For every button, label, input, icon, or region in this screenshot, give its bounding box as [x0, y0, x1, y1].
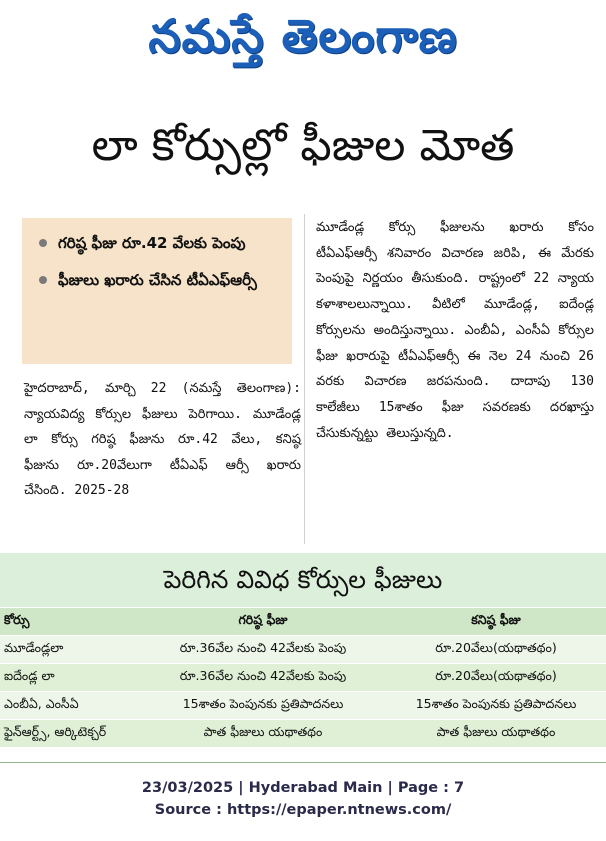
cell-min-fee: పాత ఫీజులు యథాతథం	[386, 720, 606, 748]
article-headline: లా కోర్సుల్లో ఫీజుల మోత	[91, 120, 515, 171]
fees-table	[0, 607, 606, 747]
cell-max-fee: 15శాతం పెంపునకు ప్రతిపాదనలు	[140, 692, 386, 720]
newspaper-masthead: నమస్తే తెలంగాణ	[148, 9, 458, 63]
page-footer	[0, 777, 606, 821]
table-row	[0, 720, 606, 748]
fees-table-section	[0, 553, 606, 747]
cell-course: మూడేండ్లలా	[0, 636, 140, 664]
header-min-fee: కనిష్ఠ ఫీజు	[386, 608, 606, 636]
header-course: కోర్సు	[0, 608, 140, 636]
highlights-box	[22, 218, 292, 364]
column-divider	[304, 214, 305, 544]
table-row	[0, 664, 606, 692]
article-body-right: మూడేండ్ల కోర్సు ఫీజులను ఖరారు కోసం టీఏఎఫ్ఆర్సీ శనివారం విచారణ జరిపి, ఈ మేరకు పెంపుపై నిర్ణయం తీసుకుంది. రాష్ట్రంలో 22 న్యాయ కళాశాలలున్నాయి. వీటిలో మూడేండ్ల, ఐదేండ్ల కోర్సులను అందిస్తున్నాయి. ఎంబీఏ, ఎంసీఏ కోర్సుల ఫీజు ఖరారుపై టీఏఎఫ్ఆర్సీ ఈ నెల 24 నుంచి 26 వరకు విచారణ జరపనుంది. దాదాపు 130 కాలేజీలు 15శాతం ఫీజు సవరణకు దరఖాస్తు చేసుకున్నట్టు తెలుస్తున్నది.	[316, 220, 594, 441]
table-row	[0, 692, 606, 720]
cell-max-fee: పాత ఫీజులు యథాతథం	[140, 720, 386, 748]
bottom-divider	[0, 762, 606, 763]
highlight-item: గరిష్ఠ ఫీజు రూ.42 వేలకు పెంపు	[36, 228, 282, 259]
cell-min-fee: రూ.20వేలు(యథాతథం)	[386, 664, 606, 692]
table-row	[0, 636, 606, 664]
cell-min-fee: 15శాతం పెంపునకు ప్రతిపాదనలు	[386, 692, 606, 720]
footer-edition-info: 23/03/2025 | Hyderabad Main | Page : 7	[141, 780, 465, 796]
cell-course: ఎంబీఏ, ఎంసీఏ	[0, 692, 140, 720]
highlight-item: ఫీజులు ఖరారు చేసిన టీఏఎఫ్ఆర్సీ	[36, 265, 282, 296]
table-title: పెరిగిన వివిధ కోర్సుల ఫీజులు	[0, 553, 606, 607]
cell-course: ఐదేండ్ల లా	[0, 664, 140, 692]
cell-max-fee: రూ.36వేల నుంచి 42వేలకు పెంపు	[140, 636, 386, 664]
table-header-row	[0, 608, 606, 636]
cell-max-fee: రూ.36వేల నుంచి 42వేలకు పెంపు	[140, 664, 386, 692]
cell-min-fee: రూ.20వేలు(యథాతథం)	[386, 636, 606, 664]
article-body-left: హైదరాబాద్, మార్చి 22 (నమస్తే తెలంగాణ): న్యాయవిద్య కోర్సుల ఫీజులు పెరిగాయి. మూడేండ్ల లా కోర్సు గరిష్ఠ ఫీజును రూ.42 వేలు, కనిష్ఠ ఫీజును రూ.20వేలుగా టీఏఎఫ్ ఆర్సీ ఖరారు చేసింది. 2025-28	[24, 381, 301, 498]
header-max-fee: గరిష్ఠ ఫీజు	[140, 608, 386, 636]
footer-source-link[interactable]: Source : https://epaper.ntnews.com/	[154, 802, 452, 818]
cell-course: ఫైన్ఆర్ట్స్, ఆర్కిటెక్చర్	[0, 720, 140, 748]
